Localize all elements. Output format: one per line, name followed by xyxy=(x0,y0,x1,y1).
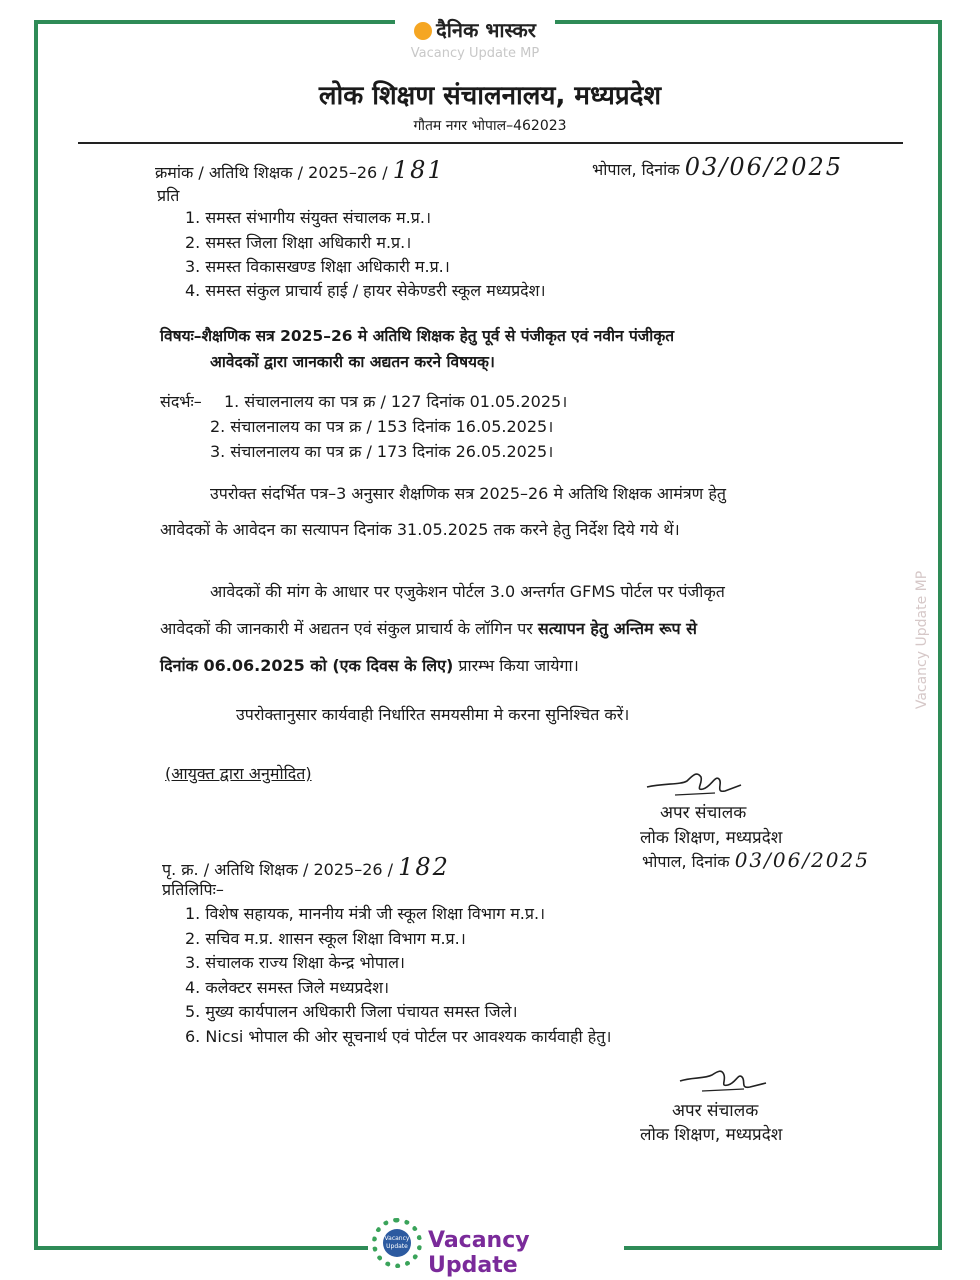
header-rule xyxy=(78,142,903,144)
para2-line1: आवेदकों की मांग के आधार पर एजुकेशन पोर्टल 3.0 अन्तर्गत GFMS पोर्टल पर पंजीकृत xyxy=(210,582,725,601)
signatory-1-office: लोक शिक्षण, मध्यप्रदेश xyxy=(640,828,783,848)
copy-4: 4. कलेक्टर समस्त जिले मध्यप्रदेश। xyxy=(185,978,390,997)
para3: उपरोक्तानुसार कार्यवाही निर्धारित समयसीमा मे करना सुनिश्चित करें। xyxy=(236,705,630,724)
vacancy-logo-icon: Vacancy Update xyxy=(372,1218,422,1268)
letter-ref: क्रमांक / अतिथि शिक्षक / 2025–26 / 181 xyxy=(155,156,445,184)
brand-name: दैनिक भास्कर xyxy=(436,18,536,42)
signatory-1-title: अपर संचालक xyxy=(660,803,747,823)
copy-2: 2. सचिव म.प्र. शासन स्कूल शिक्षा विभाग म.प्र.। xyxy=(185,929,466,948)
recipient-3: 3. समस्त विकासखण्ड शिक्षा अधिकारी म.प्र.। xyxy=(185,257,450,276)
para2-line3: दिनांक 06.06.2025 को (एक दिवस के लिए) प्रारम्भ किया जायेगा। xyxy=(160,656,579,675)
copy-5: 5. मुख्य कार्यपालन अधिकारी जिला पंचायत समस्त जिले। xyxy=(185,1002,518,1021)
reference-3: 3. संचालनालय का पत्र क्र / 173 दिनांक 26.05.2025। xyxy=(210,442,554,461)
approval-note: (आयुक्त द्वारा अनुमोदित) xyxy=(165,764,312,783)
letter-ref-handwritten: 181 xyxy=(392,156,445,184)
reference-1: 1. संचालनालय का पत्र क्र / 127 दिनांक 01.05.2025। xyxy=(224,392,568,411)
reference-2: 2. संचालनालय का पत्र क्र / 153 दिनांक 16.05.2025। xyxy=(210,417,554,436)
to-label: प्रति xyxy=(157,186,180,205)
endorsement-date-handwritten: 03/06/2025 xyxy=(734,848,870,872)
para1-line1: उपरोक्त संदर्भित पत्र–3 अनुसार शैक्षणिक सत्र 2025–26 मे अतिथि शिक्षक आमंत्रण हेतु xyxy=(210,484,726,503)
endorsement-ref: पृ. क्र. / अतिथि शिक्षक / 2025–26 / 182 xyxy=(162,853,450,881)
endorsement-ref-handwritten: 182 xyxy=(398,853,450,881)
signature-1 xyxy=(645,765,745,805)
subject-line-1: विषयः–शैक्षणिक सत्र 2025–26 मे अतिथि शिक्षक हेतु पूर्व से पंजीकृत एवं नवीन पंजीकृत xyxy=(160,327,675,345)
footer-badge xyxy=(368,1214,624,1276)
office-address: गौतम नगर भोपाल–462023 xyxy=(413,118,567,134)
signature-2 xyxy=(678,1065,768,1101)
recipient-4: 4. समस्त संकुल प्राचार्य हाई / हायर सेकेण्डरी स्कूल मध्यप्रदेश। xyxy=(185,281,546,300)
subject-line-2: आवेदकों द्वारा जानकारी का अद्यतन करने विषयक्। xyxy=(210,353,495,371)
para2-line2: आवेदकों की जानकारी में अद्यतन एवं संकुल प्राचार्य के लॉगिन पर सत्यापन हेतु अन्तिम रूप से xyxy=(160,619,697,638)
newspaper-logo xyxy=(395,6,555,62)
letter-date: भोपाल, दिनांक 03/06/2025 xyxy=(592,153,844,181)
para1-line2: आवेदकों के आवेदन का सत्यापन दिनांक 31.05.2025 तक करने हेतु निर्देश दिये गये थें। xyxy=(160,520,680,539)
copy-6: 6. Nicsi भोपाल की ओर सूचनार्थ एवं पोर्टल पर आवश्यक कार्यवाही हेतु। xyxy=(185,1027,612,1046)
cc-label: प्रतिलिपिः– xyxy=(162,880,224,899)
sun-icon xyxy=(414,22,432,40)
copy-3: 3. संचालक राज्य शिक्षा केन्द्र भोपाल। xyxy=(185,953,405,972)
signatory-2-title: अपर संचालक xyxy=(672,1101,759,1121)
endorsement-date: भोपाल, दिनांक 03/06/2025 xyxy=(642,848,870,872)
office-title: लोक शिक्षण संचालनालय, मध्यप्रदेश xyxy=(318,81,662,111)
recipient-1: 1. समस्त संभागीय संयुक्त संचालक म.प्र.। xyxy=(185,208,432,227)
copy-1: 1. विशेष सहायक, माननीय मंत्री जी स्कूल शिक्षा विभाग म.प्र.। xyxy=(185,904,546,923)
letter-date-handwritten: 03/06/2025 xyxy=(684,153,844,181)
side-watermark: Vacancy Update MP xyxy=(914,570,930,710)
signatory-2-office: लोक शिक्षण, मध्यप्रदेश xyxy=(640,1125,783,1145)
recipient-2: 2. समस्त जिला शिक्षा अधिकारी म.प्र.। xyxy=(185,233,412,252)
footer-text: Vacancy Update xyxy=(428,1228,530,1278)
top-watermark: Vacancy Update MP xyxy=(410,46,540,61)
reference-label: संदर्भः– xyxy=(160,392,202,411)
